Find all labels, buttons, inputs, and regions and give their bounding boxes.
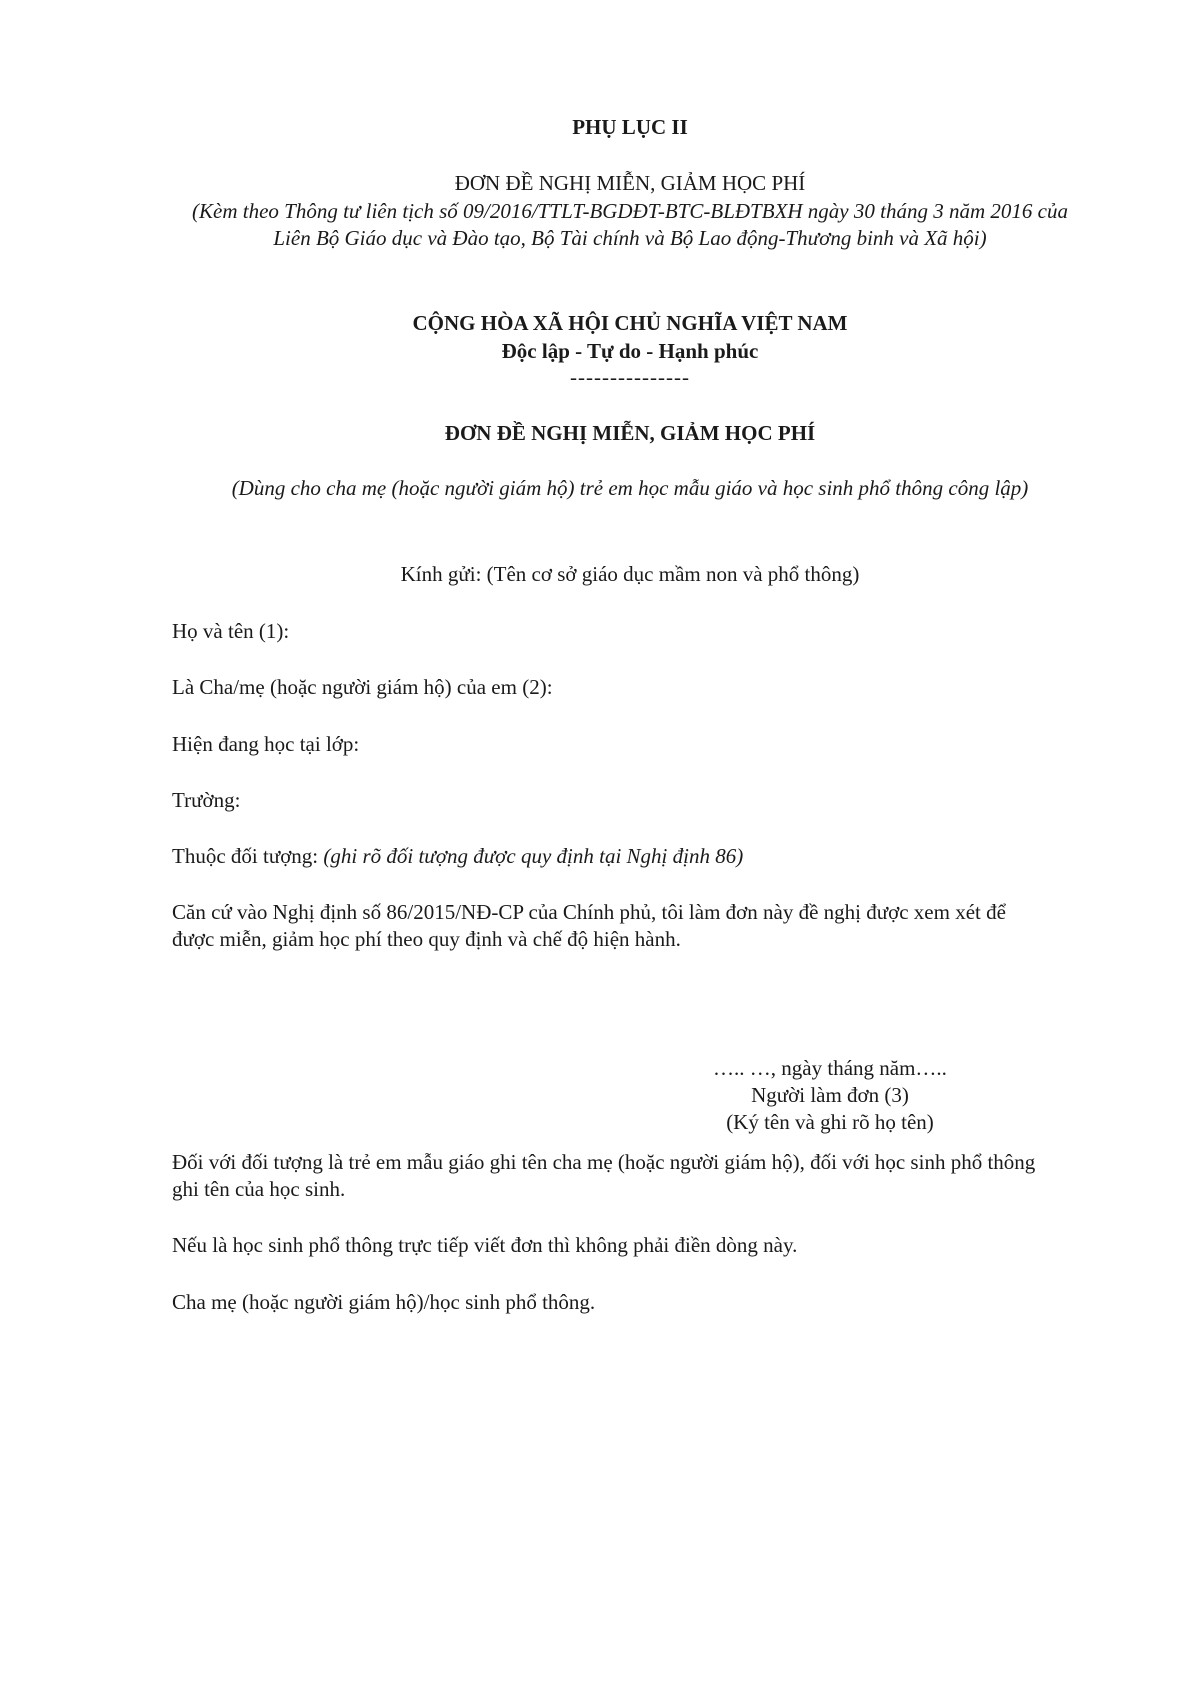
request-paragraph: Căn cứ vào Nghị định số 86/2015/NĐ-CP của Chính phủ, tôi làm đơn này đề nghị được xem xét để được miễn, giảm học phí theo quy định và chế độ hiện hành. [172, 900, 1006, 952]
form-title: ĐƠN ĐỀ NGHỊ MIỄN, GIẢM HỌC PHÍ [444, 421, 816, 445]
country-name: CỘNG HÒA XÃ HỘI CHỦ NGHĨA VIỆT NAM [412, 311, 848, 335]
appendix-title: PHỤ LỤC II [572, 115, 688, 139]
signature-date-line: ….. …, ngày tháng năm….. [713, 1056, 947, 1080]
footnote-3: Cha mẹ (hoặc người giám hộ)/học sinh phổ thông. [172, 1290, 596, 1314]
addressee-line: Kính gửi: (Tên cơ sở giáo dục mầm non và phổ thông) [400, 562, 860, 586]
signature-role: Người làm đơn (3) [751, 1083, 909, 1107]
field-school: Trường: [172, 788, 241, 812]
usage-note: (Dùng cho cha mẹ (hoặc người giám hộ) trẻ em học mẫu giáo và học sinh phổ thông công lập) [231, 476, 1029, 500]
field-class: Hiện đang học tại lớp: [172, 732, 360, 756]
field-category [172, 843, 1052, 870]
field-category-hint: (ghi rõ đối tượng được quy định tại Nghị định 86) [323, 844, 744, 868]
field-parent-of: Là Cha/mẹ (hoặc người giám hộ) của em (2): [172, 675, 553, 699]
footnote-1: Đối với đối tượng là trẻ em mẫu giáo ghi tên cha mẹ (hoặc người giám hộ), đối với học sinh phổ thông ghi tên của học sinh. [172, 1150, 1036, 1202]
motto-underline: --------------- [570, 365, 690, 389]
field-full-name: Họ và tên (1): [172, 619, 290, 643]
attachment-note: (Kèm theo Thông tư liên tịch số 09/2016/TTLT-BGDĐT-BTC-BLĐTBXH ngày 30 tháng 3 năm 2016 của Liên Bộ Giáo dục và Đào tạo, Bộ Tài chính và Bộ Lao động-Thương binh và Xã hội) [192, 199, 1068, 251]
signature-note: (Ký tên và ghi rõ họ tên) [726, 1110, 934, 1134]
national-motto: Độc lập - Tự do - Hạnh phúc [501, 339, 759, 363]
form-heading: ĐƠN ĐỀ NGHỊ MIỄN, GIẢM HỌC PHÍ [454, 171, 806, 195]
field-category-label: Thuộc đối tượng: [172, 844, 324, 868]
footnote-2: Nếu là học sinh phổ thông trực tiếp viết đơn thì không phải điền dòng này. [172, 1233, 798, 1257]
